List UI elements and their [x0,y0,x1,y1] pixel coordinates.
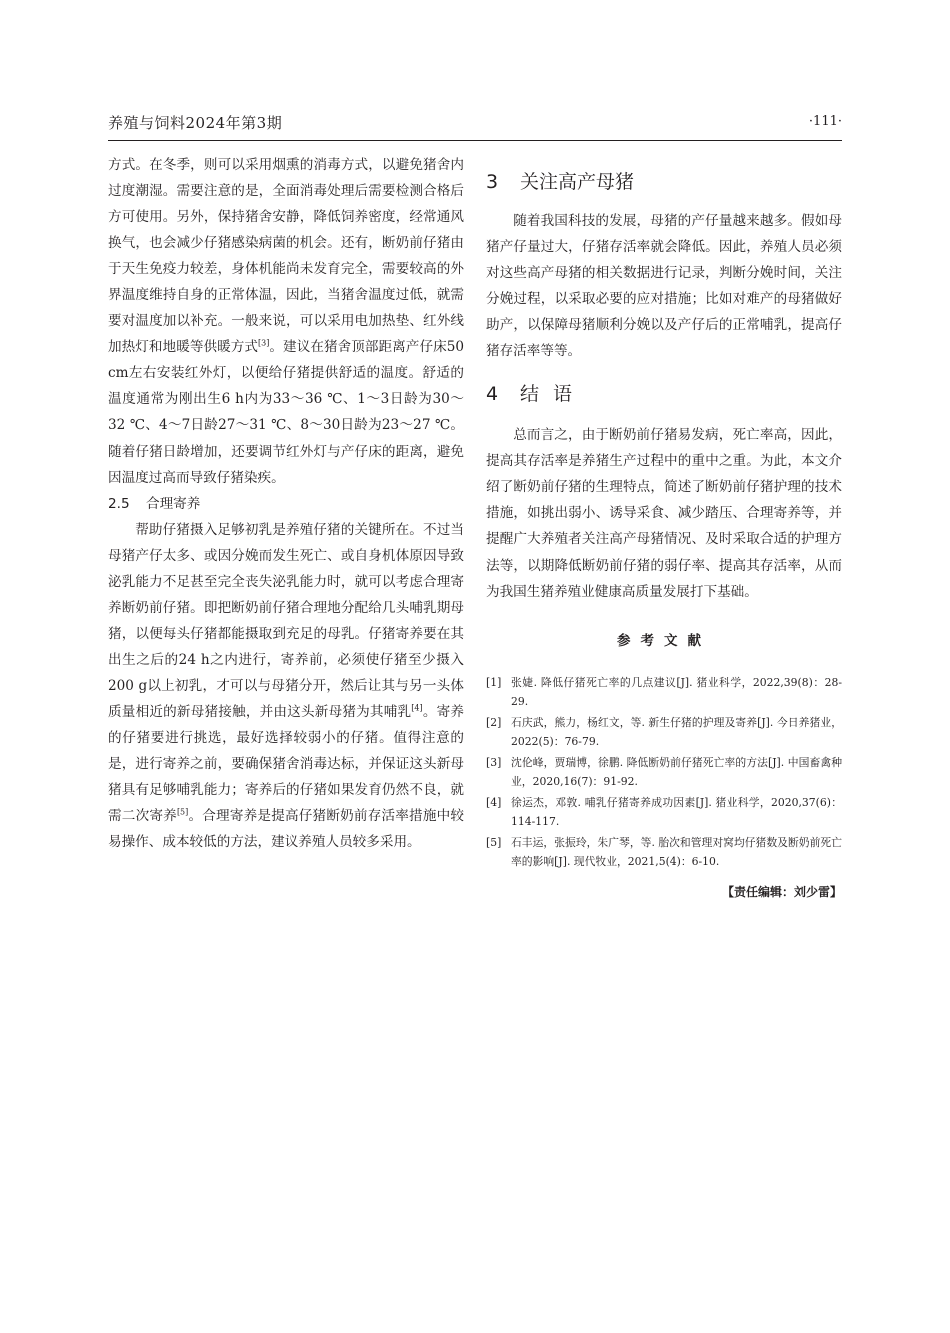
references-title: 参考文献 [617,632,711,649]
citation-5: [5] [176,807,189,817]
page-number: ·111· [808,114,842,129]
reference-item [486,833,842,871]
section-number: 2.5 [108,495,130,512]
reference-item [486,793,842,831]
section-title: 关注高产母猪 [520,171,635,193]
section-3-heading [486,168,842,196]
reference-item [486,753,842,791]
paragraph-conclusion: 总而言之，由于断奶前仔猪易发病，死亡率高，因此，提高其存活率是养猪生产过程中的重中之重。为此，本文介绍了断奶前仔猪的生理特点，简述了断奶前仔猪护理的技术措施，如挑出弱小、诱导采食、减少踏压、合理寄养等，并提醒广大养殖者关注高产母猪情况、及时采取合适的护理方法等，以期降低断奶前仔猪的弱仔率、提高其存活率，从而为我国生猪养殖业健康高质量发展打下基础。 [486,427,842,600]
citation-3: [3] [258,338,270,348]
reference-tag: [4] [486,795,502,809]
reference-item [486,713,842,751]
paragraph-foster-care: 帮助仔猪摄入足够初乳是养殖仔猪的关键所在。不过当母猪产仔太多、或因分娩而发生死亡、或自身机体原因导致泌乳能力不足甚至完全丧失泌乳能力时，就可以考虑合理寄养断奶前仔猪。即把断奶前仔猪合理地分配给几头哺乳期母猪，以便每头仔猪都能摄取到充足的母乳。仔猪寄养要在其出生之后的24 h之内进行，寄养前，必须使仔猪至少摄入200 g以上初乳，才可以与母猪分开，然后让其与另一头体质量相近的新母猪接触，并由这头新母猪为其哺乳[4]。寄养的仔猪要进行挑选，最好选择较弱小的仔猪。值得注意的是，进行寄养之前，要确保猪舍消毒达标，并保证这头新母猪具有足够哺乳能力；寄养后的仔猪如果发育仍然不良，就需二次寄养[5]。合理寄养是提高仔猪断奶前存活率措施中较易操作、成本较低的方法，建议养殖人员较多采用。 [108,521,465,851]
citation-4: [4] [411,703,423,713]
section-title: 合理寄养 [146,495,201,512]
reference-item [486,673,842,711]
reference-text: 徐运杰，邓敦. 哺乳仔猪寄养成功因素[J]. 猪业科学，2020,37(6)：114-117. [511,795,842,828]
references-list [486,673,842,871]
paragraph-disinfection-temperature: 方式。在冬季，则可以采用烟熏的消毒方式，以避免猪舍内过度潮湿。需要注意的是，全面消毒处理后需要检测合格后方可使用。另外，保持猪舍安静，降低饲养密度，经常通风换气，也会减少仔猪感染病菌的机会。还有，断奶前仔猪由于天生免疫力较差，身体机能尚未发育完全，需要较高的外界温度维持自身的正常体温，因此，当猪舍温度过低，就需要对温度加以补充。一般来说，可以采用电加热垫、红外线加热灯和地暖等供暖方式[3]。建议在猪舍顶部距离产仔床50 cm左右安装红外灯，以便给仔猪提供舒适的温度。舒适的温度通常为刚出生6 h内为33～36 ℃、1～3日龄为30～32 ℃、4～7日龄27～31 ℃、8～30日龄为23～27 ℃。随着仔猪日龄增加，还要调节红外灯与产仔床的距离，避免因温度过高而导致仔猪染疾。 [108,157,465,486]
paragraph-high-yield-sows: 随着我国科技的发展，母猪的产仔量越来越多。假如母猪产仔量过大，仔猪存活率就会降低。因此，养殖人员必须对这些高产母猪的相关数据进行记录，判断分娩时间，关注分娩过程，以采取必要的应对措施；比如对难产的母猪做好助产，以保障母猪顺利分娩以及产仔后的正常哺乳，提高仔猪存活率等等。 [486,213,842,360]
reference-tag: [2] [486,715,502,729]
header-rule [108,140,842,141]
responsible-editor: 【责任编辑：刘少雷】 [721,884,842,899]
page-header [108,112,842,138]
right-column [486,152,842,900]
section-number: 4 [486,383,499,406]
section-title: 结语 [520,383,587,406]
reference-text: 石丰运，张振玲，朱广琴，等. 胎次和管理对窝均仔猪数及断奶前死亡率的影响[J]. 现代牧业，2021,5(4)：6-10. [511,835,842,868]
reference-tag: [3] [486,755,502,769]
journal-title: 养殖与饲料2024年第3期 [108,114,283,132]
section-2-5-heading [108,491,464,517]
reference-text: 张婕. 降低仔猪死亡率的几点建议[J]. 猪业科学，2022,39(8)：28-29. [511,675,842,708]
reference-text: 沈伦峰，贾瑞博，徐鹏. 降低断奶前仔猪死亡率的方法[J]. 中国畜禽种业，2020,16(7)：91-92. [511,755,842,788]
reference-tag: [5] [486,835,502,849]
section-4-heading [486,380,842,408]
reference-tag: [1] [486,675,502,689]
reference-text: 石庆武，熊力，杨红文，等. 新生仔猪的护理及寄养[J]. 今日养猪业，2022(5)：76-79. [511,715,842,748]
section-number: 3 [486,171,499,193]
left-column [108,152,464,855]
